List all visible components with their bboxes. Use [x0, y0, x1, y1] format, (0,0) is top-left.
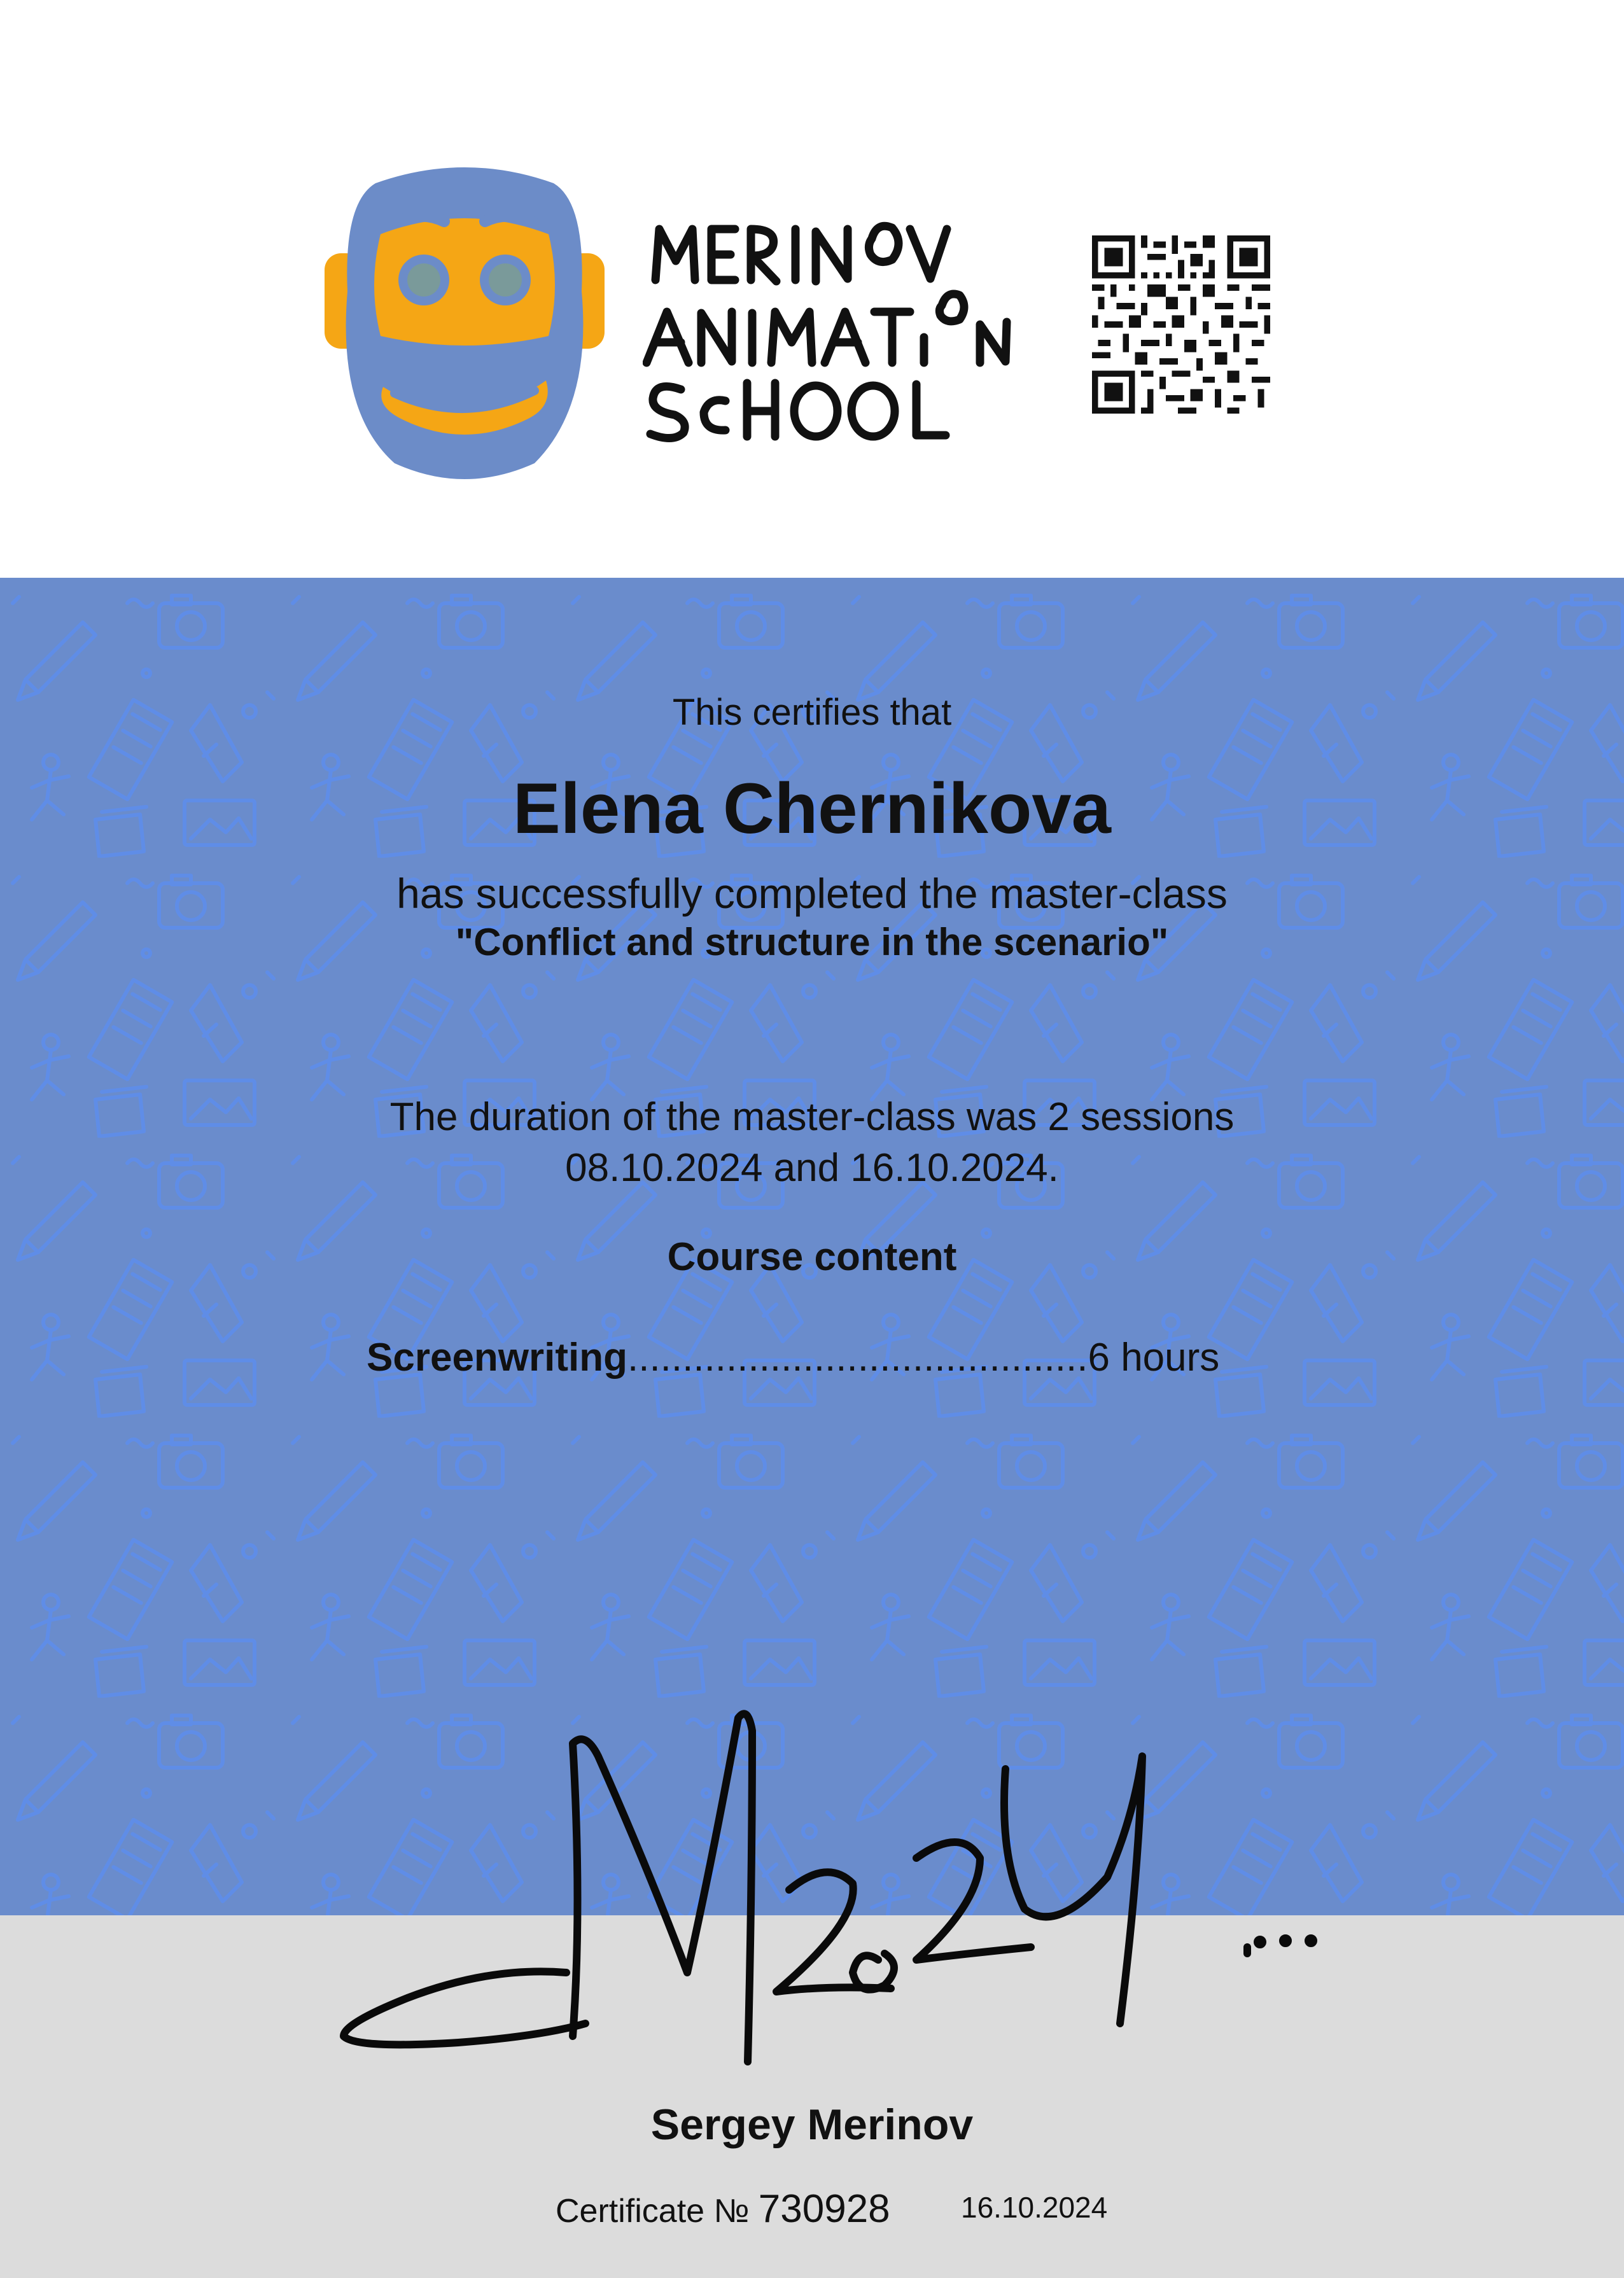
school-wordmark	[643, 210, 1018, 445]
course-content-item	[367, 1335, 1219, 1380]
signer-name: Sergey Merinov	[650, 2100, 974, 2149]
certifies-text: This certifies that	[672, 692, 952, 733]
duration-statement: The duration of the master-class was 2 sessions	[389, 1095, 1235, 1139]
course-content-item-leader: ..........................................	[627, 1336, 1088, 1380]
handwritten-signature	[331, 1667, 1375, 2100]
qr-code-icon	[1092, 235, 1270, 414]
session-dates: 08.10.2024 and 16.10.2024.	[565, 1146, 1059, 1190]
certificate-header	[0, 0, 1624, 578]
certificate-number-line	[556, 2186, 890, 2232]
school-logo-face	[325, 164, 605, 482]
certificate-date: 16.10.2024	[961, 2191, 1108, 2224]
course-content-item-name: Screenwriting	[367, 1336, 627, 1380]
recipient-name: Elena Chernikova	[513, 769, 1111, 848]
completion-statement: has successfully completed the master-class	[396, 870, 1228, 917]
course-content-item-hours: 6 hours	[1088, 1336, 1220, 1380]
course-content-heading: Course content	[667, 1235, 957, 1279]
certificate-number: 730928	[758, 2187, 890, 2231]
certificate-number-label: Certificate №	[556, 2193, 750, 2230]
course-title: "Conflict and structure in the scenario"	[455, 921, 1169, 963]
